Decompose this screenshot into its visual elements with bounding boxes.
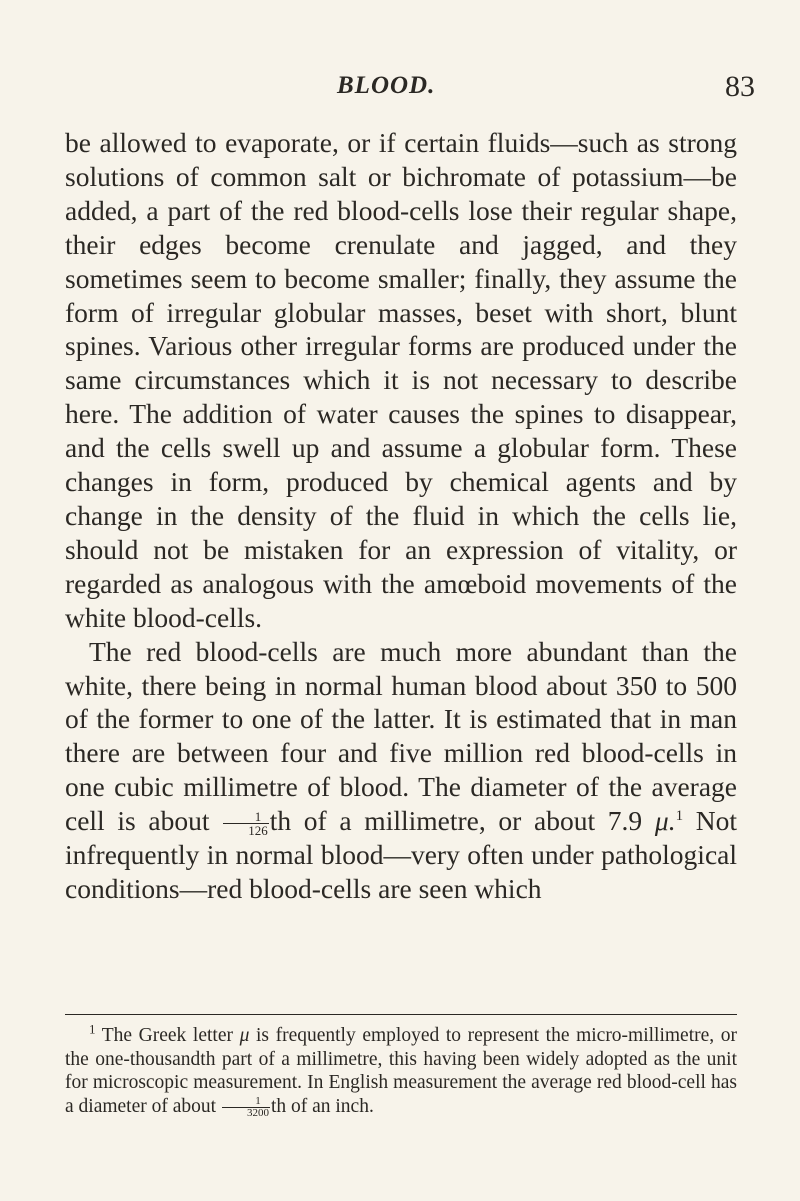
footnote <box>65 1021 738 1119</box>
footnote-fraction <box>222 1096 270 1119</box>
paragraph-2-text-b: th of a millimetre, or about 7.9 <box>269 805 643 837</box>
paragraph-2-text-c: Not infrequently in normal blood—very often under pathological conditions—red blood-cells are seen which <box>65 805 738 904</box>
footnote-text-c: th of an inch. <box>270 1095 374 1117</box>
footnote-reference: 1 <box>675 807 684 824</box>
footnote-text <box>65 1021 738 1119</box>
fraction-numerator: 1 <box>223 810 269 824</box>
footnote-divider <box>65 1014 737 1015</box>
fraction-denominator: 126 <box>248 823 268 839</box>
footnote-text-a: The Greek letter <box>101 1025 233 1046</box>
paragraph-2 <box>65 635 737 906</box>
footnote-fraction-numerator: 1 <box>222 1096 270 1108</box>
paragraph-2-text-a: The red blood-cells are much more abundant than the white, there being in normal human blood about 350 to 500 of the former to one of the latter. It is estimated that in man there are between four and five million red blood-cells in one cubic millimetre of blood. The diameter of the average cell is about <box>65 635 737 837</box>
page-header <box>0 70 800 110</box>
body-text <box>65 126 737 906</box>
running-title: BLOOD. <box>337 72 436 99</box>
footnote-mu-symbol: μ <box>239 1025 250 1046</box>
mu-symbol: μ. <box>654 805 676 837</box>
fraction <box>223 810 269 837</box>
footnote-text-b: is frequently employed to represent the micro-millimetre, or the one-thousandth part of a millimetre, this having been widely adopted as the unit for microscopic measurement. In English measurement the average red blood-cell has a diameter of about <box>65 1025 738 1117</box>
paragraph-1: be allowed to evaporate, or if certain fluids—such as strong solutions of common salt or bichromate of potassium—be added, a part of the red blood-cells lose their regular shape, their edges become crenulate and jagged, and they sometimes seem to become smaller; finally, they assume the form of irregular globular masses, beset with short, blunt spines. Various other irregular forms are produced under the same circumstances which it is not necessary to describe here. The addition of water causes the spines to disappear, and the cells swell up and assume a globular form. These changes in form, produced by chemical agents and by change in the density of the fluid in which the cells lie, should not be mistaken for an expression of vitality, or regarded as analogous with the amœboid movements of the white blood-cells. <box>65 127 737 633</box>
page-number: 83 <box>725 70 755 103</box>
footnote-marker: 1 <box>89 1021 96 1037</box>
footnote-fraction-denominator: 3200 <box>246 1106 269 1119</box>
